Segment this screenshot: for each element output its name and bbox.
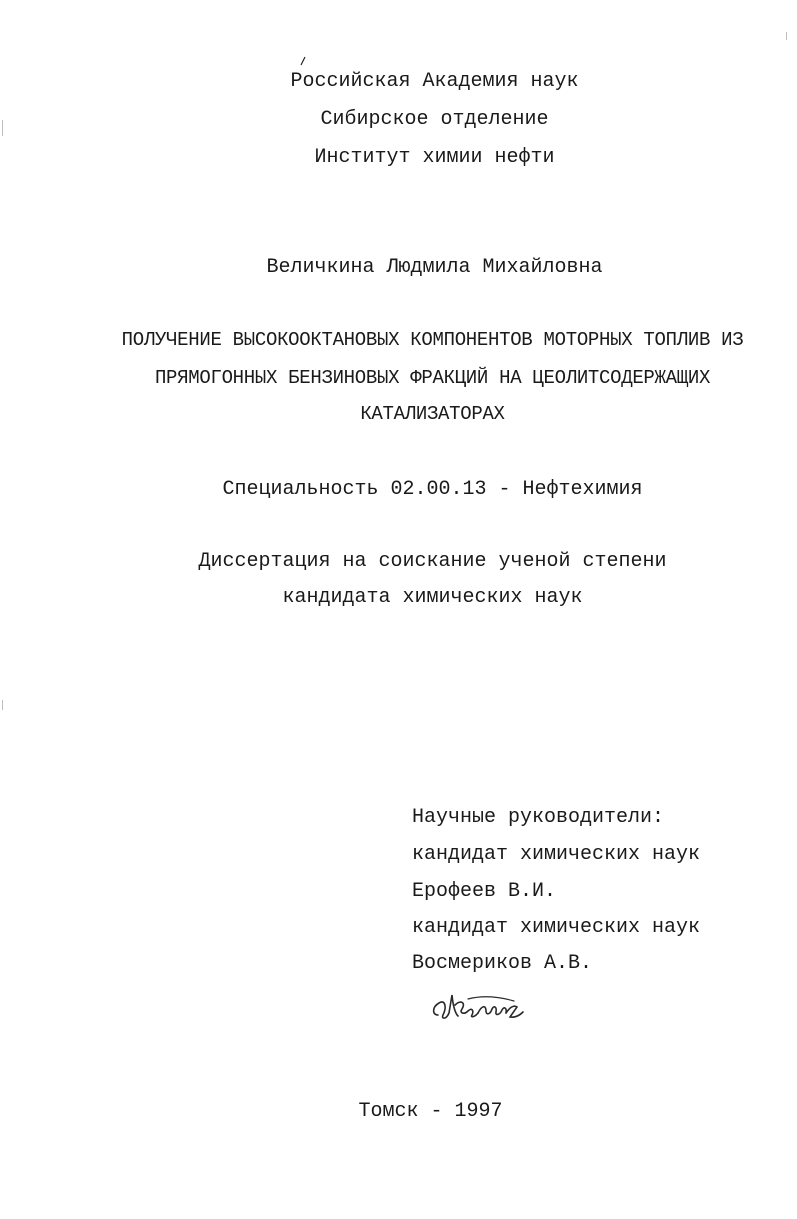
academy-name: Российская Академия наук	[290, 70, 579, 93]
supervisor-2-degree: кандидат химических наук	[412, 916, 701, 939]
thesis-title-line-1: ПОЛУЧЕНИЕ ВЫСОКООКТАНОВЫХ КОМПОНЕНТОВ МОТОРНЫХ ТОПЛИВ ИЗ	[121, 329, 744, 351]
thesis-title-line-2: ПРЯМОГОННЫХ БЕНЗИНОВЫХ ФРАКЦИЙ НА ЦЕОЛИТСОДЕРЖАЩИХ	[154, 367, 711, 389]
dissertation-line-2: кандидата химических наук	[282, 586, 583, 609]
scan-edge-mark	[786, 32, 787, 40]
supervisor-1-degree: кандидат химических наук	[412, 843, 701, 866]
thesis-title-line-3: КАТАЛИЗАТОРАХ	[360, 403, 505, 425]
scan-edge-mark	[2, 120, 3, 136]
supervisors-heading: Научные руководители:	[412, 806, 665, 829]
branch-name: Сибирское отделение	[320, 108, 549, 131]
city-year: Томск - 1997	[358, 1100, 503, 1123]
dissertation-line-1: Диссертация на соискание ученой степени	[198, 550, 667, 573]
pen-tick-mark	[300, 56, 306, 66]
specialty: Специальность 02.00.13 - Нефтехимия	[222, 478, 643, 501]
supervisor-2-name: Восмериков А.В.	[412, 952, 593, 975]
scan-edge-mark	[2, 700, 3, 710]
supervisor-1-name: Ерофеев В.И.	[412, 880, 557, 903]
author-name: Величкина Людмила Михайловна	[266, 256, 603, 279]
institute-name: Институт химии нефти	[314, 146, 555, 169]
handwritten-signature	[428, 985, 528, 1027]
